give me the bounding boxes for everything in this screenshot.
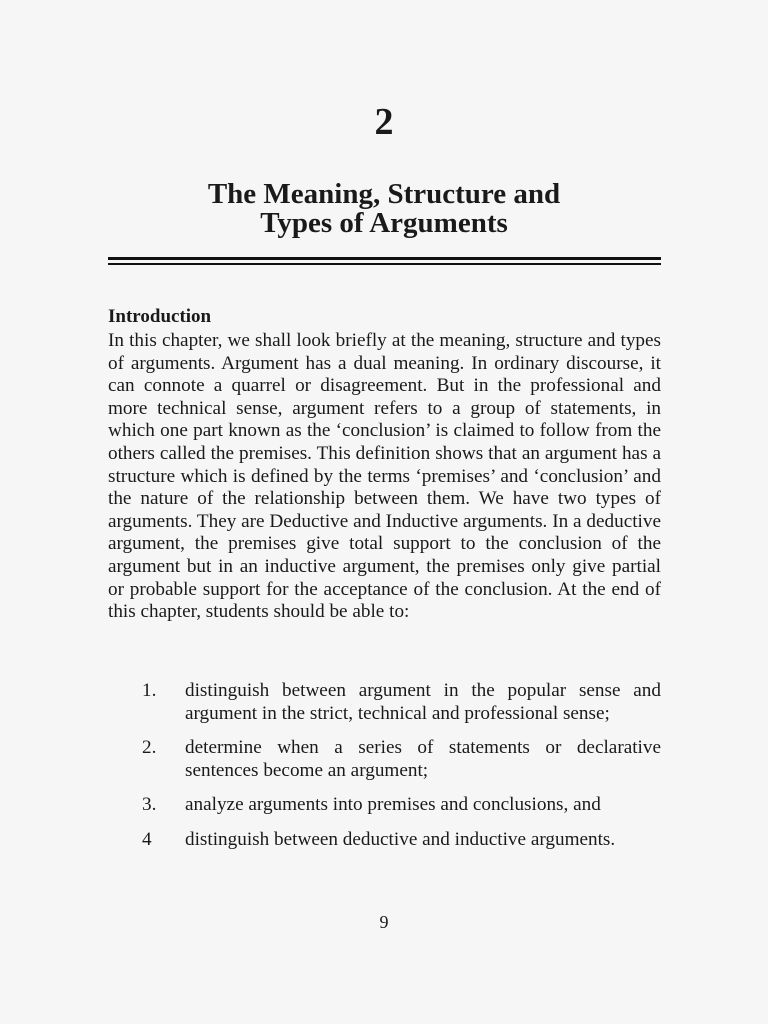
objective-item	[108, 829, 661, 852]
objective-item	[108, 680, 661, 725]
objective-number: 4	[142, 828, 152, 850]
title-divider-thick	[108, 257, 661, 260]
objective-text: distinguish between argument in the popular sense and argument in the strict, technical and professional sense;	[185, 680, 661, 724]
objectives-list	[108, 680, 661, 864]
page-number: 9	[379, 912, 389, 932]
objective-number: 1.	[142, 680, 157, 701]
chapter-number: 2	[374, 101, 394, 143]
objective-number: 3.	[142, 794, 157, 816]
objective-number: 2.	[142, 737, 157, 759]
objective-item	[108, 794, 661, 817]
objective-text: determine when a series of statements or declarative sentences become an argument;	[185, 737, 661, 781]
chapter-title-line-1: The Meaning, Structure and	[207, 178, 561, 210]
objective-text: analyze arguments into premises and conclusions, and	[185, 794, 601, 816]
introduction-paragraph: In this chapter, we shall look briefly at the meaning, structure and types of arguments. Argument has a dual meaning. In ordinary discourse, it can connote a quarrel or disagreement. But in the professional and more technical sense, argument refers to a group of statements, in which one part known as the ‘conclusion’ is claimed to follow from the others called the premises. This definition shows that an argument has a structure which is defined by the terms ‘premises’ and ‘conclusion’ and the nature of the relationship between them. We have two types of arguments. They are Deductive and Inductive arguments. In a deductive argument, the premises give total support to the conclusion of the argument but in an inductive argument, the premises only give partial or probable support for the acceptance of the conclusion. At the end of this chapter, students should be able to:	[108, 330, 661, 623]
objective-item	[108, 737, 661, 782]
chapter-title	[0, 180, 768, 238]
chapter-title-line-2: Types of Arguments	[260, 207, 508, 239]
title-divider-thin	[108, 263, 661, 265]
introduction-heading: Introduction	[108, 306, 212, 327]
objective-text: distinguish between deductive and inductive arguments.	[185, 828, 616, 850]
